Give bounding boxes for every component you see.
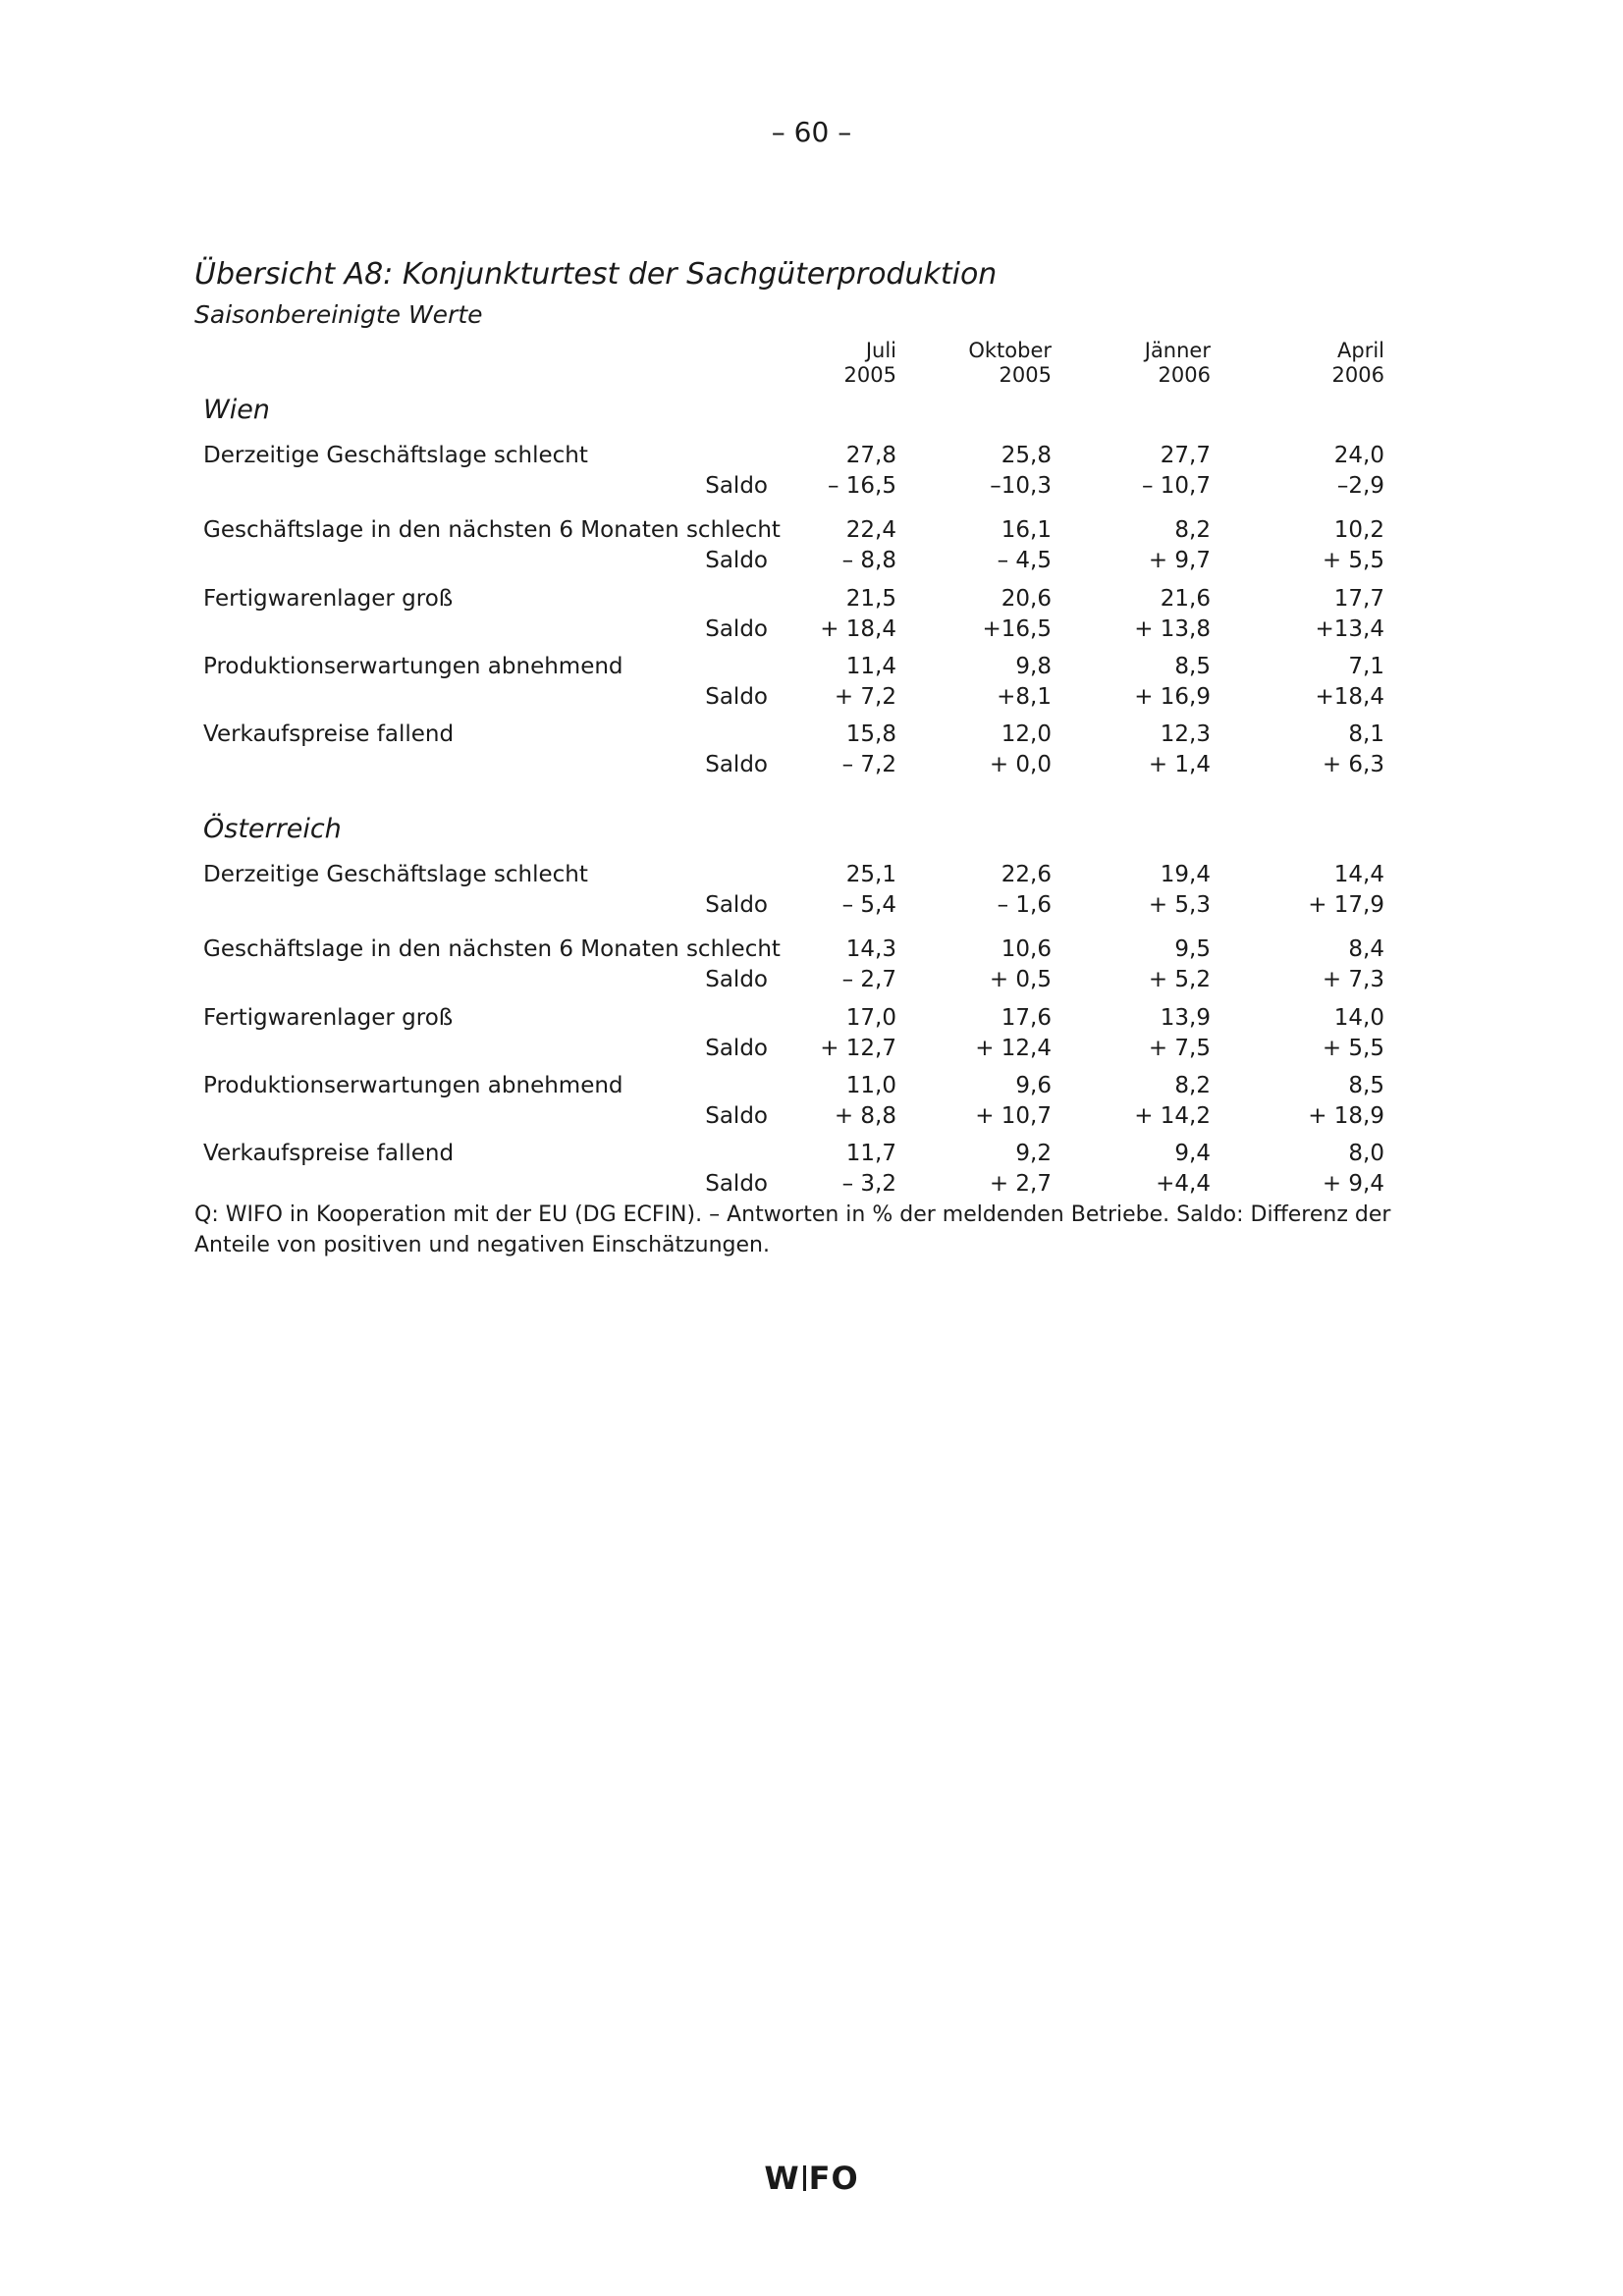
saldo-label: Saldo (705, 1036, 768, 1061)
saldo-cell: + 14,2 (1134, 1103, 1211, 1129)
value-cell: 8,2 (1174, 517, 1211, 543)
value-cell: 8,5 (1348, 1073, 1384, 1098)
saldo-cell: + 6,3 (1322, 752, 1384, 777)
saldo-label: Saldo (705, 616, 768, 642)
value-cell: 24,0 (1333, 443, 1384, 468)
value-cell: 11,4 (845, 654, 896, 679)
value-cell: 10,2 (1333, 517, 1384, 543)
value-cell: 9,8 (1015, 654, 1052, 679)
value-cell: 27,7 (1160, 443, 1211, 468)
saldo-cell: – 1,6 (997, 892, 1052, 918)
saldo-cell: + 16,9 (1134, 684, 1211, 710)
saldo-label: Saldo (705, 752, 768, 777)
value-cell: 22,6 (1001, 862, 1052, 887)
table-title: Übersicht A8: Konjunkturtest der Sachgüterproduktion (194, 257, 998, 292)
value-cell: 8,5 (1174, 654, 1211, 679)
value-cell: 25,1 (845, 862, 896, 887)
saldo-cell: + 7,2 (834, 684, 896, 710)
saldo-label: Saldo (705, 892, 768, 918)
row-label: Derzeitige Geschäftslage schlecht (203, 443, 588, 468)
value-cell: 17,0 (845, 1005, 896, 1031)
saldo-cell: + 5,5 (1322, 1036, 1384, 1061)
saldo-cell: + 18,9 (1308, 1103, 1384, 1129)
value-cell: 14,3 (845, 936, 896, 962)
logo-bar (803, 2165, 806, 2191)
saldo-cell: + 0,5 (989, 967, 1052, 992)
column-header-month: April (1337, 339, 1384, 362)
value-cell: 9,4 (1174, 1141, 1211, 1166)
row-label: Verkaufspreise fallend (203, 1141, 455, 1166)
value-cell: 8,0 (1348, 1141, 1384, 1166)
saldo-cell: + 0,0 (989, 752, 1052, 777)
saldo-cell: – 16,5 (827, 473, 896, 499)
value-cell: 9,2 (1015, 1141, 1052, 1166)
saldo-label: Saldo (705, 1103, 768, 1129)
saldo-cell: + 18,4 (820, 616, 896, 642)
saldo-cell: + 2,7 (989, 1171, 1052, 1197)
row-label: Fertigwarenlager groß (203, 1005, 454, 1031)
row-label: Derzeitige Geschäftslage schlecht (203, 862, 588, 887)
saldo-cell: – 8,8 (841, 548, 896, 573)
section-heading: Wien (203, 395, 270, 425)
saldo-cell: – 5,4 (841, 892, 896, 918)
wifo-logo (0, 2160, 1623, 2197)
table-subtitle: Saisonbereinigte Werte (194, 300, 483, 329)
value-cell: 16,1 (1001, 517, 1052, 543)
value-cell: 25,8 (1001, 443, 1052, 468)
row-label: Geschäftslage in den nächsten 6 Monaten schlecht (203, 517, 781, 543)
row-label: Produktionserwartungen abnehmend (203, 1073, 623, 1098)
value-cell: 21,5 (845, 586, 896, 612)
value-cell: 13,9 (1160, 1005, 1211, 1031)
saldo-cell: – 3,2 (841, 1171, 896, 1197)
saldo-label: Saldo (705, 684, 768, 710)
logo-text-right: FO (808, 2160, 859, 2197)
value-cell: 11,7 (845, 1141, 896, 1166)
value-cell: 14,4 (1333, 862, 1384, 887)
value-cell: 15,8 (845, 721, 896, 747)
row-label: Fertigwarenlager groß (203, 586, 454, 612)
column-header-year: 2006 (1158, 363, 1211, 387)
saldo-cell: +18,4 (1315, 684, 1384, 710)
value-cell: 22,4 (845, 517, 896, 543)
column-header-year: 2005 (843, 363, 896, 387)
saldo-cell: – 2,7 (841, 967, 896, 992)
value-cell: 9,6 (1015, 1073, 1052, 1098)
value-cell: 8,4 (1348, 936, 1384, 962)
value-cell: 27,8 (845, 443, 896, 468)
saldo-cell: – 7,2 (841, 752, 896, 777)
row-label: Geschäftslage in den nächsten 6 Monaten schlecht (203, 936, 781, 962)
value-cell: 11,0 (845, 1073, 896, 1098)
row-label: Produktionserwartungen abnehmend (203, 654, 623, 679)
saldo-cell: – 10,7 (1141, 473, 1211, 499)
value-cell: 17,7 (1333, 586, 1384, 612)
column-header-year: 2006 (1331, 363, 1384, 387)
column-header-month: Oktober (968, 339, 1052, 362)
saldo-cell: –2,9 (1336, 473, 1384, 499)
value-cell: 21,6 (1160, 586, 1211, 612)
saldo-cell: + 12,7 (820, 1036, 896, 1061)
page-number: – 60 – (771, 116, 852, 148)
saldo-cell: –10,3 (990, 473, 1052, 499)
saldo-cell: + 5,3 (1148, 892, 1211, 918)
saldo-cell: – 4,5 (997, 548, 1052, 573)
value-cell: 14,0 (1333, 1005, 1384, 1031)
saldo-cell: + 1,4 (1148, 752, 1211, 777)
saldo-cell: + 9,7 (1148, 548, 1211, 573)
saldo-cell: + 9,4 (1322, 1171, 1384, 1197)
column-header-month: Jänner (1144, 339, 1211, 362)
row-label: Verkaufspreise fallend (203, 721, 455, 747)
column-header-year: 2005 (999, 363, 1052, 387)
saldo-cell: +16,5 (982, 616, 1052, 642)
saldo-cell: +4,4 (1156, 1171, 1211, 1197)
saldo-label: Saldo (705, 967, 768, 992)
value-cell: 12,3 (1160, 721, 1211, 747)
saldo-cell: +8,1 (997, 684, 1052, 710)
value-cell: 8,1 (1348, 721, 1384, 747)
column-header-month: Juli (865, 339, 896, 362)
value-cell: 8,2 (1174, 1073, 1211, 1098)
value-cell: 7,1 (1348, 654, 1384, 679)
logo-text-left: W (764, 2160, 800, 2197)
value-cell: 19,4 (1160, 862, 1211, 887)
saldo-cell: + 7,3 (1322, 967, 1384, 992)
saldo-cell: + 13,8 (1134, 616, 1211, 642)
value-cell: 12,0 (1001, 721, 1052, 747)
value-cell: 20,6 (1001, 586, 1052, 612)
footnote: Q: WIFO in Kooperation mit der EU (DG ECFIN). – Antworten in % der meldenden Betriebe. Saldo: Differenz der Anteile von positiven und negativen Einschätzungen. (194, 1202, 1391, 1257)
saldo-label: Saldo (705, 473, 768, 499)
section-heading: Österreich (203, 814, 342, 844)
saldo-cell: + 8,8 (834, 1103, 896, 1129)
value-cell: 10,6 (1001, 936, 1052, 962)
saldo-label: Saldo (705, 1171, 768, 1197)
saldo-cell: + 7,5 (1148, 1036, 1211, 1061)
saldo-cell: + 10,7 (975, 1103, 1052, 1129)
saldo-cell: +13,4 (1315, 616, 1384, 642)
saldo-cell: + 5,2 (1148, 967, 1211, 992)
saldo-cell: + 17,9 (1308, 892, 1384, 918)
saldo-cell: + 12,4 (975, 1036, 1052, 1061)
saldo-label: Saldo (705, 548, 768, 573)
value-cell: 9,5 (1174, 936, 1211, 962)
value-cell: 17,6 (1001, 1005, 1052, 1031)
saldo-cell: + 5,5 (1322, 548, 1384, 573)
